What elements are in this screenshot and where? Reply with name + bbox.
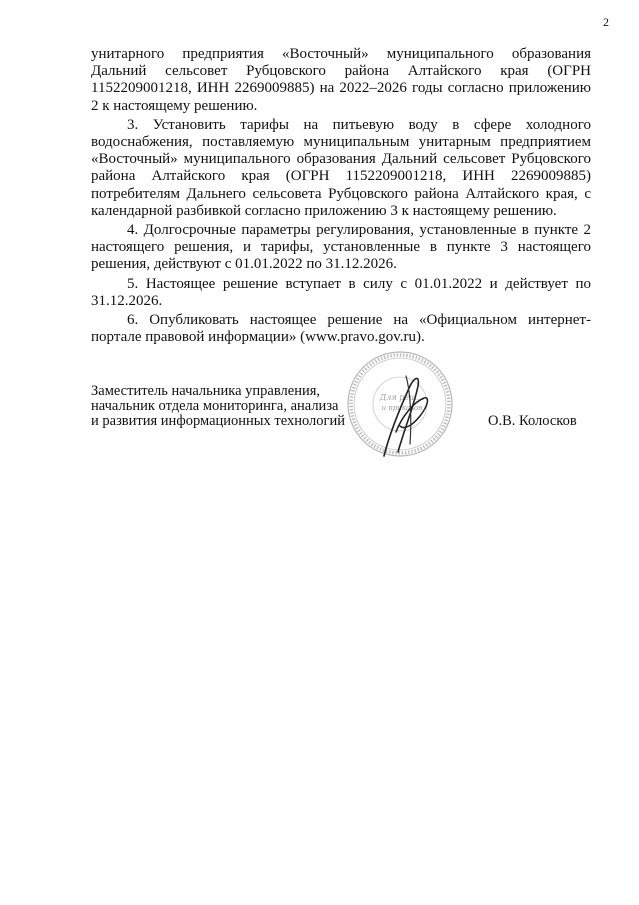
signatory-name: О.В. Колосков [488, 413, 577, 429]
paragraph-item-6: 6. Опубликовать настоящее решение на «Официальном интернет-портале правовой информации» (www.pravo.gov.ru). [91, 312, 591, 346]
signatory-position-line-2: начальник отдела мониторинга, анализа [91, 398, 339, 414]
signature-block [91, 384, 611, 429]
paragraph-item-3: 3. Установить тарифы на питьевую воду в сфере холодного водоснабжения, поставляемую муниципальным унитарным предприятием «Восточный» муниципального образования Дальний сельсовет Рубцовского района Алтайского края (ОГРН 1152209001218, ИНН 2269009885) потребителям Дальнего сельсовета Рубцовского района Алтайского края, с календарной разбивкой согласно приложению 3 к настоящему решению. [91, 116, 591, 219]
stamp-inner-text-1: Для реш... [379, 393, 425, 402]
paragraph-item-4: 4. Долгосрочные параметры регулирования, установленные в пункте 2 настоящего решения, и тарифы, установленные в пункте 3 настоящего решения, действуют с 01.01.2022 по 31.12.2026. [91, 222, 591, 273]
page-number: 2 [603, 15, 609, 29]
signatory-position-line-1: Заместитель начальника управления, [91, 383, 321, 399]
document-body [91, 46, 591, 348]
paragraph-continuation: унитарного предприятия «Восточный» муниципального образования Дальний сельсовет Рубцовского района Алтайского края (ОГРН 1152209001218, ИНН 2269009885) на 2022–2026 годы согласно приложению 2 к настоящему решению. [91, 46, 591, 114]
signatory-position-line-3: и развития информационных технологий [91, 413, 346, 429]
stamp-inner-text-2: и приказов [381, 404, 423, 412]
paragraph-item-5: 5. Настоящее решение вступает в силу с 01.01.2022 и действует по 31.12.2026. [91, 275, 591, 309]
